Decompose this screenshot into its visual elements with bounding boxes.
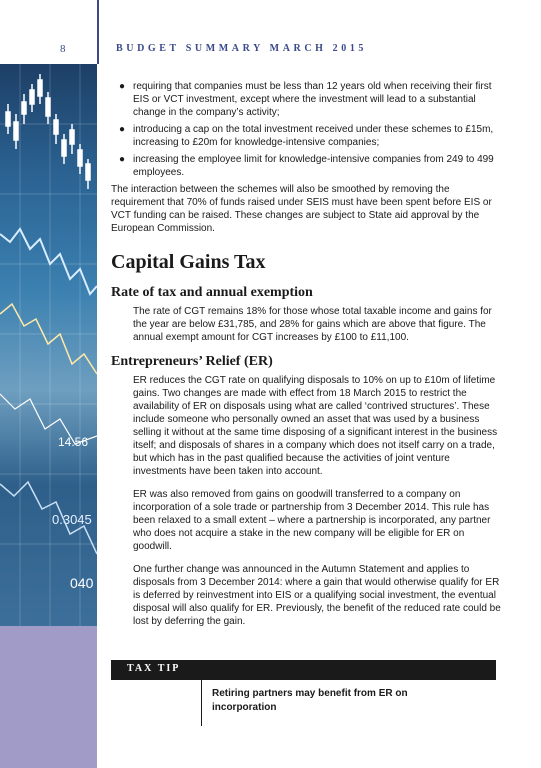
list-item: ● introducing a cap on the total investment received under these schemes to £15m, increasing to £20m for knowledge-intensive companies; bbox=[119, 124, 494, 148]
rate-paragraph: The rate of CGT remains 18% for those whose total taxable income and gains for the year are below £31,785, and 28% for gains which are above that figure. The annual exempt amount for CGT increases by £100 to £11,100. bbox=[133, 306, 492, 343]
subsection-heading-er: Entrepreneurs’ Relief (ER) bbox=[111, 354, 273, 369]
list-item: ● increasing the employee limit for knowledge-intensive companies from 249 to 499 employees. bbox=[119, 154, 494, 178]
list-item: ● requiring that companies must be less than 12 years old when receiving their first EIS or VCT investment, except where the investment will lead to a substantial change in the company’s activity; bbox=[119, 81, 492, 118]
tax-tip-box bbox=[111, 660, 496, 726]
chart-figure-2: 0.3045 bbox=[52, 512, 92, 527]
intro-paragraph: The interaction between the schemes will also be smoothed by removing the requirement that 70% of funds raised under SEIS must have been spent before EIS or VCT funding can be raised. These changes are subject to State aid approval by the European Commission. bbox=[111, 184, 492, 234]
er-paragraph-3: One further change was announced in the Autumn Statement and applies to disposals from 3 December 2014: where a gain that would otherwise qualify for ER is deferred by reinvestment into EIS or a qualifying social investment, the eventual disposal will also qualify for ER. Previously, the benefit of the reduced rate could be lost by deferring the gain. bbox=[133, 564, 501, 627]
main-content bbox=[111, 80, 501, 638]
stock-chart-illustration bbox=[0, 64, 97, 626]
er-paragraph-2: ER was also removed from gains on goodwill transferred to a company on incorporation of a sole trade or partnership from 3 December 2014. This rule has been relaxed to a small extent – where a partnership is incorporated, any partner who does not acquire a stake in the new company will be eligible for ER on goodwill. bbox=[133, 489, 491, 552]
er-paragraph-1: ER reduces the CGT rate on qualifying disposals to 10% on up to £10m of lifetime gains. Two changes are made with effect from 18 March 2015 to restrict the availability of ER on disposals using what are called ‘contrived structures’. These include someone who personally owned an asset that was used by a business selling it without at the same time disposing of a significant interest in the business itself; and disposals of shares in a company which does not itself carry on a trade, but which has in the past qualified because the activities of joint venture investments have been taken into account. bbox=[133, 375, 498, 477]
tax-tip-label: TAX TIP bbox=[127, 663, 181, 674]
section-heading: Capital Gains Tax bbox=[111, 251, 266, 273]
header-divider bbox=[97, 0, 99, 64]
tax-tip-label-bar bbox=[111, 660, 201, 680]
subsection-heading-rate: Rate of tax and annual exemption bbox=[111, 285, 313, 300]
bullet-icon: ● bbox=[119, 124, 126, 135]
running-title: BUDGET SUMMARY MARCH 2015 bbox=[116, 43, 368, 54]
page-number: 8 bbox=[60, 43, 66, 55]
bullet-icon: ● bbox=[119, 154, 126, 165]
bullet-list bbox=[111, 80, 501, 179]
tax-tip-text: Retiring partners may benefit from ER on incorporation bbox=[212, 688, 408, 713]
tax-tip-rule bbox=[201, 660, 496, 680]
tax-tip-divider bbox=[201, 680, 202, 726]
side-color-panel bbox=[0, 626, 97, 768]
chart-figure-1: 14.56 bbox=[58, 435, 89, 449]
bullet-icon: ● bbox=[119, 81, 126, 92]
chart-figure-3: 040 bbox=[70, 575, 94, 591]
stock-chart-graphic bbox=[0, 64, 97, 626]
